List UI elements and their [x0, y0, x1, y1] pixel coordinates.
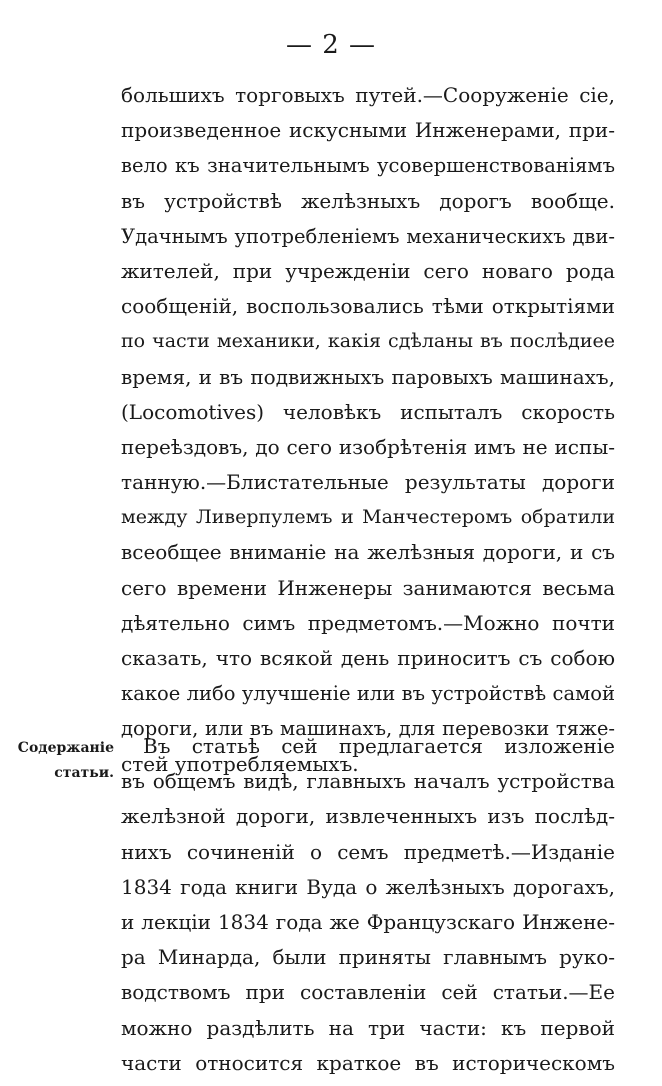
page-number: — 2 — — [285, 30, 377, 60]
text-line: и лекціи 1834 года же Французскаго Инжене- — [121, 909, 615, 934]
text-line: сообщеній, воспользовались тѣми открытіями — [121, 294, 615, 319]
text-line: можно раздѣлить на три части: къ первой — [121, 1015, 615, 1040]
text-line: Удачнымъ употребленіемъ механическихъ дви- — [121, 224, 615, 248]
text-line: желѣзной дороги, извлеченныхъ изъ послѣд- — [121, 804, 615, 829]
text-line: (Locomotives) человѣкъ испыталъ скорость — [121, 399, 615, 424]
paragraph-1 — [121, 78, 615, 782]
text-line: водствомъ при составленіи сей статьи.—Ее — [121, 980, 615, 1005]
text-line: сказать, что всякой день приноситъ съ собою — [121, 646, 615, 670]
margin-note-line-1: Содержаніе — [17, 740, 114, 756]
text-line: какое либо улучшеніе или въ устройствѣ самой — [121, 682, 615, 706]
text-line: Въ статьѣ сей предлагается изложеніе — [143, 734, 615, 758]
text-line: переѣздовъ, до сего изобрѣтенія имъ не испы- — [121, 434, 615, 459]
text-line: произведенное искусными Инженерами, при- — [121, 118, 615, 143]
margin-note — [14, 736, 114, 786]
margin-note-line-2: статьи. — [54, 765, 114, 781]
text-line: дѣятельно симъ предметомъ.—Можно почти — [121, 610, 615, 635]
text-line: въ устройствѣ желѣзныхъ дорогъ вообще. — [121, 188, 615, 213]
text-line: части относится краткое въ историческомъ — [121, 1050, 615, 1075]
text-line: время, и въ подвижныхъ паровыхъ машинахъ, — [121, 364, 615, 389]
text-line: дороги, или въ машинахъ, для перевозки тяже- — [121, 717, 615, 741]
text-line: стей употребляемыхъ. — [121, 751, 359, 776]
text-line: въ общемъ видѣ, главныхъ началъ устройства — [121, 769, 615, 794]
text-line: по части механики, какія сдѣланы въ послѣдиее — [121, 330, 615, 353]
text-line: большихъ торговыхъ путей.—Сооруженіе сіе, — [121, 83, 615, 107]
text-line: нихъ сочиненій о семъ предметѣ.—Изданіе — [121, 839, 615, 864]
text-line: ра Минарда, были приняты главнымъ руко- — [121, 945, 615, 970]
text-line: танную.—Блистательные результаты дороги — [121, 470, 615, 495]
text-line: между Ливерпулемъ и Манчестеромъ обратили — [121, 506, 615, 529]
text-line: 1834 года книги Вуда о желѣзныхъ дорогахъ, — [121, 874, 615, 899]
text-line: сего времени Инженеры занимаются весьма — [121, 575, 615, 600]
text-line: вело къ значительнымъ усовершенствованіямъ — [121, 154, 615, 178]
paragraph-2 — [121, 729, 615, 1081]
text-line: всеобщее вниманіе на желѣзныя дороги, и съ — [121, 540, 615, 565]
text-line: жителей, при учрежденіи сего новаго рода — [121, 258, 615, 283]
